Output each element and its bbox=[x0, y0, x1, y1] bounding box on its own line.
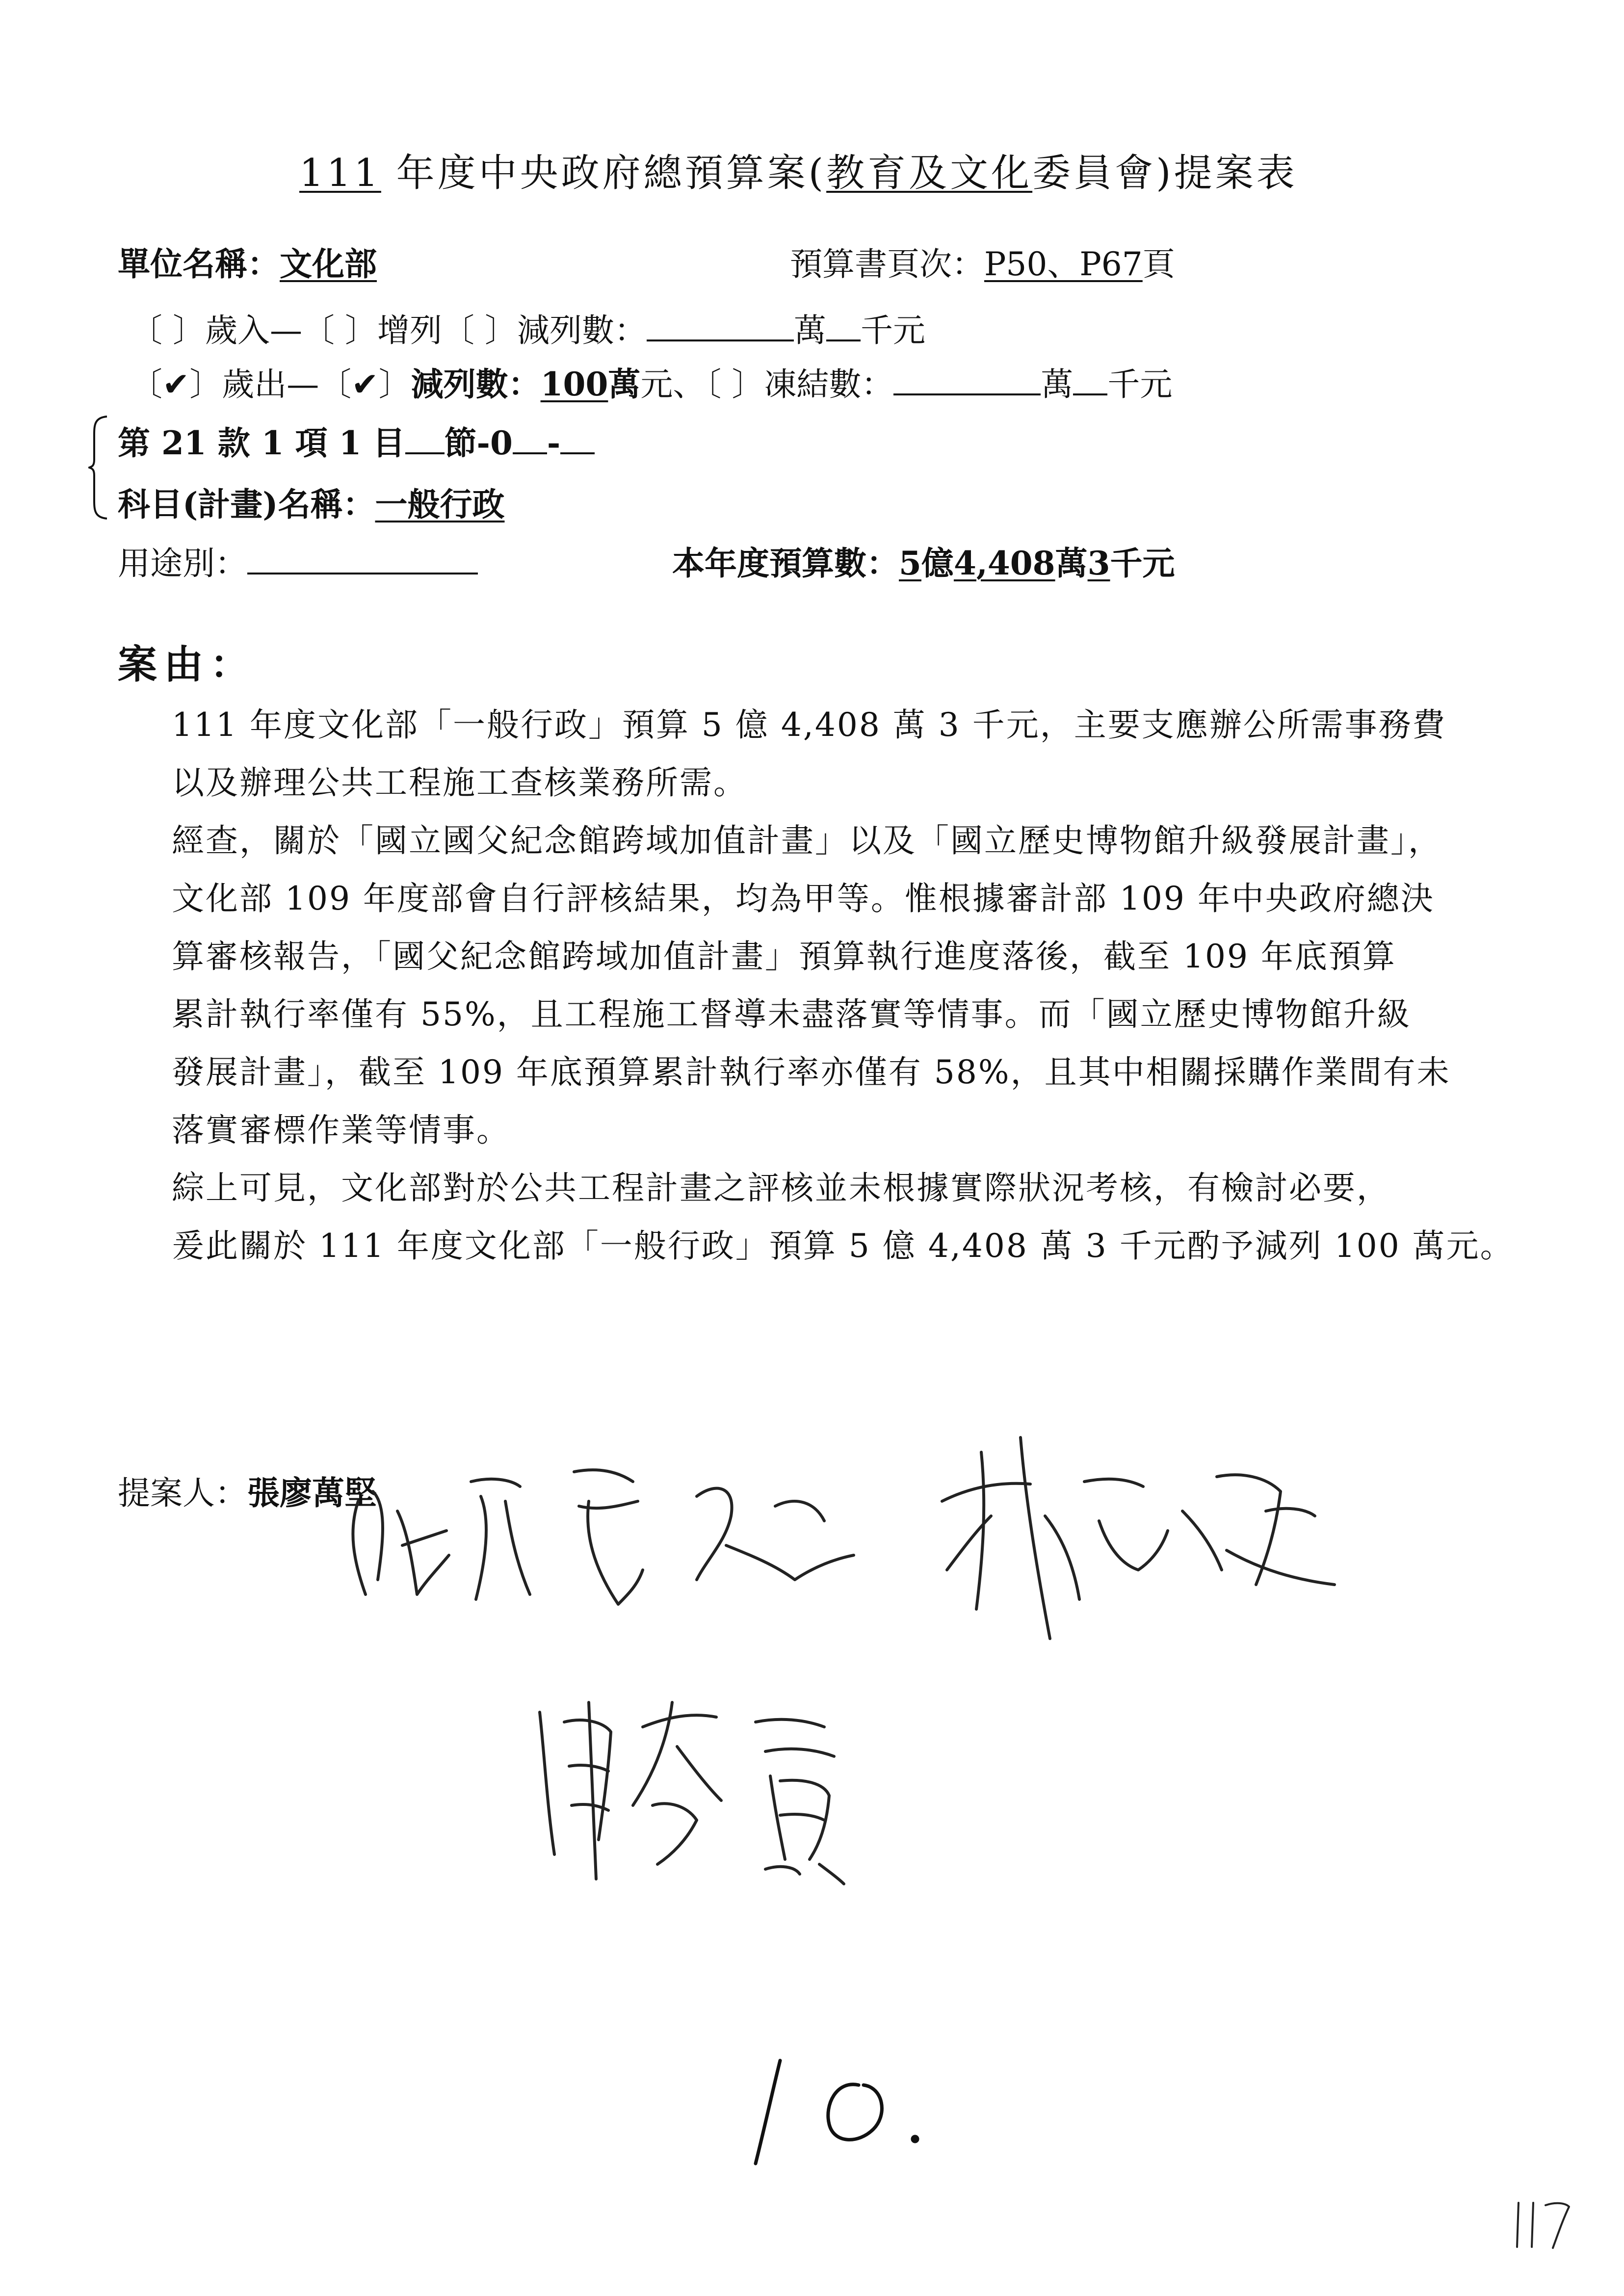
form-title bbox=[299, 142, 1298, 197]
signature-zhang-liao-wan-jian bbox=[343, 1433, 908, 1668]
case-line: 落實審標作業等情事。 bbox=[172, 1111, 510, 1149]
case-line: 累計執行率僅有 55%，且工程施工督導未盡落實等情事。而「國立歷史博物館升級 bbox=[172, 995, 1411, 1033]
proposer-label: 提案人： bbox=[118, 1474, 247, 1512]
signature-lin-yi-jin bbox=[922, 1423, 1388, 1648]
item-blank-3 bbox=[560, 452, 595, 454]
revenue-text: 〔 〕歲入—〔 〕增列〔 〕減列數： bbox=[130, 312, 647, 349]
unit-row bbox=[118, 238, 377, 285]
usage-row bbox=[118, 537, 478, 584]
proposer-row bbox=[118, 1467, 377, 1513]
subject-label: 科目(計畫)名稱： bbox=[118, 485, 375, 523]
budget-page-row bbox=[790, 238, 1175, 285]
annual-budget-wan-unit: 萬 bbox=[1055, 544, 1088, 582]
freeze-amount-blank bbox=[893, 393, 1041, 395]
item-jie: 節-0 bbox=[444, 424, 513, 462]
case-line: 爰此關於 111 年度文化部「一般行政」預算 5 億 4,408 萬 3 千元酌予減列 100 萬元。 bbox=[172, 1227, 1514, 1265]
annual-budget-wan: 4,408 bbox=[953, 544, 1055, 582]
budget-page-suffix: 頁 bbox=[1142, 245, 1175, 283]
freeze-wan: 萬 bbox=[1041, 365, 1074, 403]
expense-cut-value: 100 bbox=[540, 365, 608, 403]
item-text: 第 21 款 1 項 1 目 bbox=[118, 424, 405, 462]
revenue-thousand-blank bbox=[826, 339, 861, 341]
annual-budget-qian: 3 bbox=[1087, 544, 1110, 582]
unit-value: 文化部 bbox=[280, 245, 377, 283]
page-number bbox=[1511, 2193, 1575, 2252]
expense-row bbox=[130, 358, 1172, 405]
title-year: 111 bbox=[299, 151, 381, 195]
revenue-thousand: 千元 bbox=[860, 312, 925, 349]
revenue-wan: 萬 bbox=[793, 312, 826, 349]
subject-value: 一般行政 bbox=[375, 485, 505, 523]
annual-budget-row bbox=[672, 537, 1175, 584]
freeze-thousand-blank bbox=[1073, 393, 1107, 395]
title-committee: 教育及文化 bbox=[826, 151, 1033, 195]
item-blank-1 bbox=[405, 452, 445, 454]
expense-prefix: 〔✔〕歲出—〔✔〕 bbox=[130, 365, 411, 403]
case-line: 111 年度文化部「一般行政」預算 5 億 4,408 萬 3 千元，主要支應辦公所需事務費 bbox=[172, 706, 1446, 744]
expense-after-cut: 元、〔 〕凍結數： bbox=[640, 365, 894, 403]
expense-cut-label: 減列數： bbox=[411, 365, 541, 403]
case-body bbox=[172, 706, 1550, 1288]
revenue-amount-blank bbox=[647, 339, 794, 341]
item-blank-2 bbox=[513, 452, 547, 454]
case-line: 發展計畫」，截至 109 年底預算累計執行率亦僅有 58%，且其中相關採購作業間有未 bbox=[172, 1053, 1451, 1091]
freeze-thousand: 千元 bbox=[1107, 365, 1173, 403]
annual-budget-yi-unit: 億 bbox=[921, 544, 954, 582]
bracket-brace bbox=[88, 415, 108, 520]
revenue-row bbox=[130, 304, 925, 351]
title-post: 委員會)提案表 bbox=[1032, 151, 1298, 195]
case-line: 綜上可見，文化部對於公共工程計畫之評核並未根據實際狀況考核，有檢討必要， bbox=[172, 1169, 1390, 1207]
item-row bbox=[118, 417, 595, 464]
usage-blank bbox=[247, 572, 478, 574]
signature-chen-xiu-bao bbox=[525, 1683, 908, 1889]
annual-budget-qian-unit: 千元 bbox=[1110, 544, 1175, 582]
case-line: 經查，關於「國立國父紀念館跨域加值計畫」以及「國立歷史博物館升級發展計畫」， bbox=[172, 822, 1442, 860]
annual-budget-yi: 5 bbox=[899, 544, 921, 582]
usage-label: 用途別： bbox=[118, 545, 247, 582]
item-dash: - bbox=[547, 424, 561, 462]
expense-cut-unit: 萬 bbox=[608, 365, 641, 403]
title-pre: 年度中央政府總預算案( bbox=[381, 151, 827, 195]
unit-label: 單位名稱： bbox=[118, 245, 280, 283]
case-heading: 案由： bbox=[118, 641, 256, 687]
case-line: 以及辦理公共工程施工查核業務所需。 bbox=[172, 764, 747, 802]
annual-budget-label: 本年度預算數： bbox=[672, 544, 899, 582]
handwritten-number bbox=[746, 2041, 952, 2178]
budget-page-label: 預算書頁次： bbox=[790, 245, 984, 283]
budget-page-value: P50、P67 bbox=[984, 245, 1143, 283]
case-line: 算審核報告，「國父紀念館跨域加值計畫」預算執行進度落後，截至 109 年底預算 bbox=[172, 938, 1396, 975]
proposer-name: 張廖萬堅 bbox=[247, 1474, 377, 1512]
subject-row bbox=[118, 478, 504, 525]
case-line: 文化部 109 年度部會自行評核結果，均為甲等。惟根據審計部 109 年中央政府總決 bbox=[172, 880, 1435, 917]
